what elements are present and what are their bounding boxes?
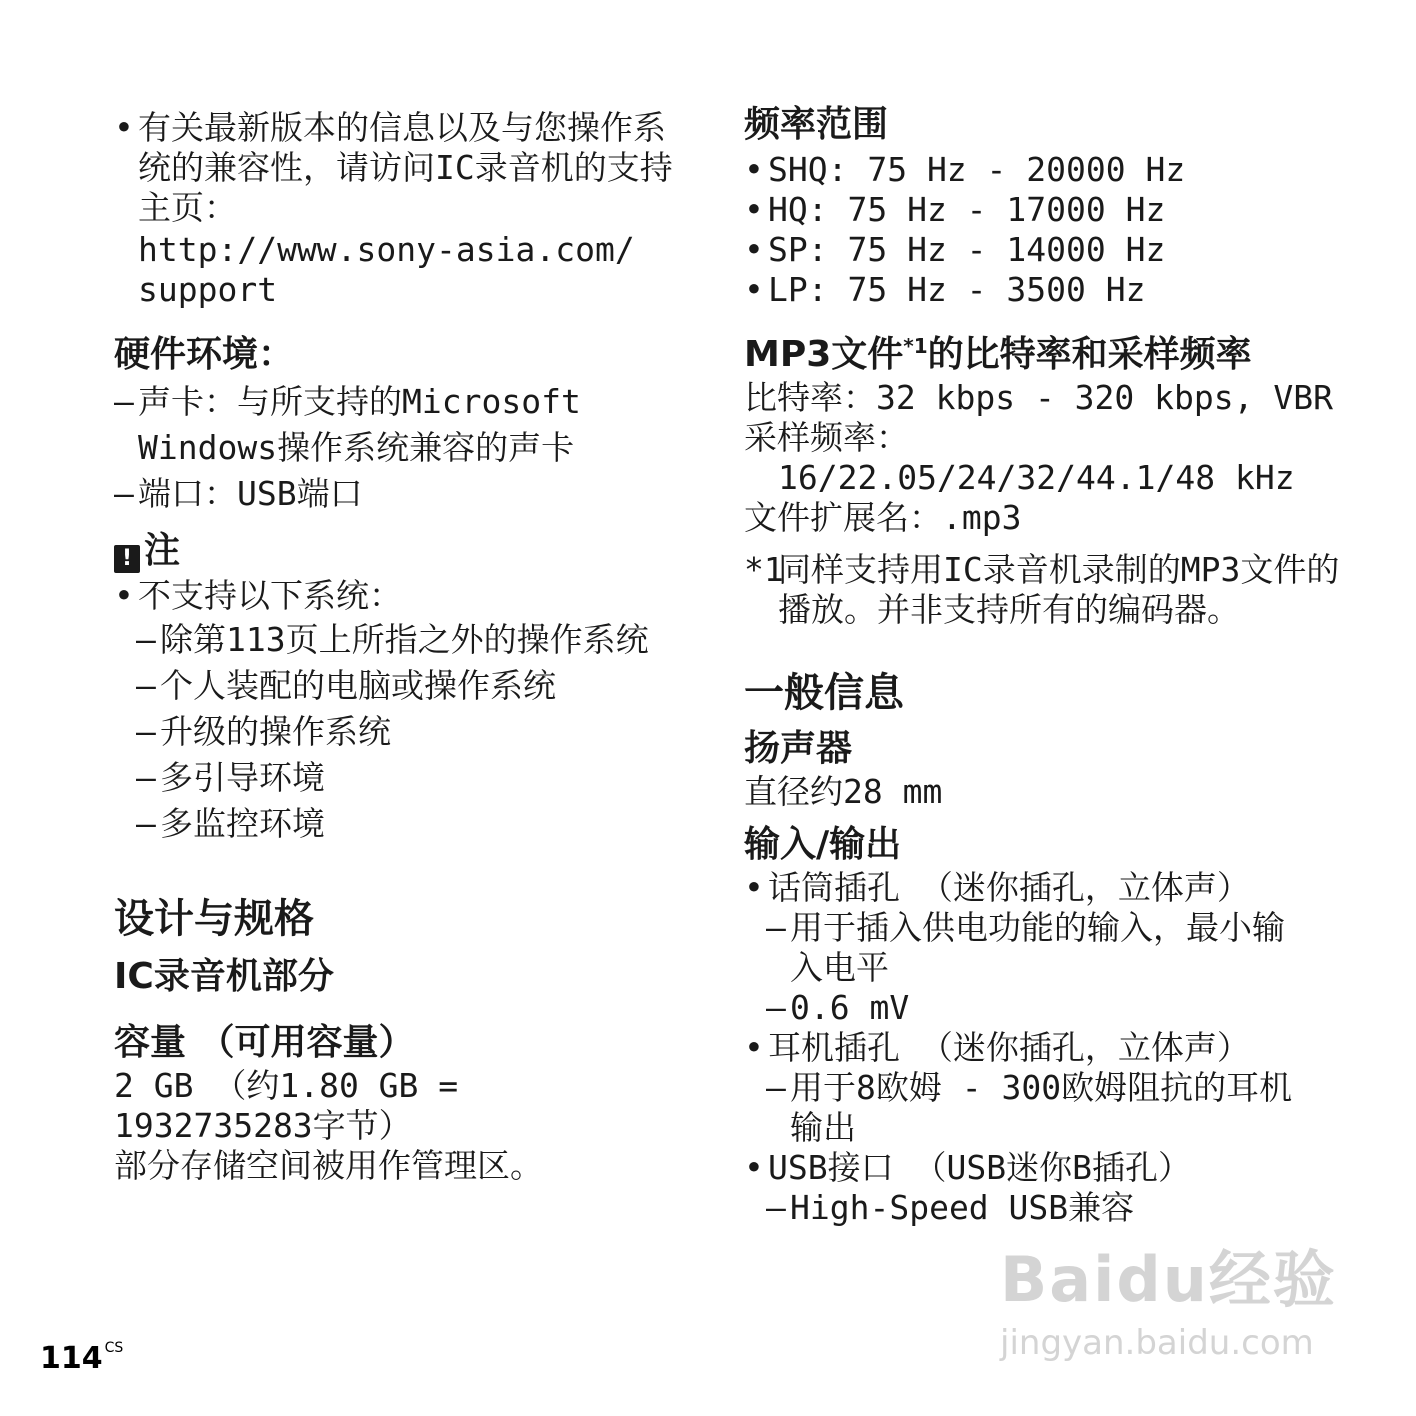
- ic-recorder-heading: IC录音机部分: [114, 956, 334, 997]
- note-bullet: • 不支持以下系统：: [114, 576, 674, 616]
- capacity-note: 部分存储空间被用作管理区。: [114, 1146, 543, 1185]
- design-heading: 设计与规格: [114, 896, 314, 942]
- mp3-footnote: [744, 550, 1344, 630]
- file-extension: 文件扩展名：.mp3: [744, 498, 1022, 537]
- note-item: – 多监控环境: [136, 804, 674, 844]
- baidu-watermark: [1000, 1230, 1350, 1390]
- footnote-mark: *1: [744, 550, 784, 589]
- usb-bullet: • USB接口 （USB迷你B插孔）: [744, 1148, 1344, 1188]
- watermark-brand: Baidu经验: [1000, 1243, 1337, 1316]
- frequency-item: • HQ: 75 Hz - 17000 Hz: [744, 190, 1344, 230]
- capacity-value: 2 GB （约1.80 GB = 1932735283字节）: [114, 1066, 459, 1145]
- note-heading: 注: [144, 530, 181, 571]
- capacity-heading: 容量 （可用容量）: [114, 1022, 415, 1063]
- bitrate: 比特率：32 kbps - 320 kbps, VBR: [744, 378, 1333, 417]
- right-column: [744, 102, 1344, 1228]
- speaker-heading: 扬声器: [744, 728, 853, 769]
- note-item: – 个人装配的电脑或操作系统: [136, 666, 674, 706]
- usb-detail: – High-Speed USB兼容: [766, 1188, 1344, 1228]
- mp3-heading: [744, 332, 1344, 378]
- note-item: – 升级的操作系统: [136, 712, 674, 752]
- speaker-value: 直径约28 mm: [744, 772, 943, 811]
- frequency-heading: 频率范围: [744, 104, 889, 145]
- hardware-item-port: – 端口：USB端口: [114, 474, 674, 514]
- page-number-value: 114: [40, 1341, 103, 1376]
- hardware-heading: 硬件环境：: [114, 334, 295, 375]
- support-url-line1: http://www.sony-asia.com/: [138, 230, 635, 269]
- sampling-label: 采样频率：: [744, 418, 909, 457]
- page-number: [40, 1340, 123, 1376]
- footnote-text: 同样支持用IC录音机录制的MP3文件的播放。并非支持所有的编码器。: [778, 550, 1340, 629]
- general-info-heading: 一般信息: [744, 670, 904, 716]
- headphone-jack-detail: – 用于8欧姆 - 300欧姆阻抗的耳机输出: [766, 1068, 1312, 1148]
- mp3-heading-text: MP3文件: [744, 334, 904, 375]
- mic-jack-level: – 0.6 mV: [766, 988, 1344, 1028]
- mp3-heading-rest: 的比特率和采样频率: [927, 334, 1252, 375]
- mic-jack-detail: – 用于插入供电功能的输入，最小输入电平: [766, 908, 1312, 988]
- mp3-footnote-ref: *1: [903, 334, 928, 358]
- note-heading-row: [114, 528, 674, 574]
- sampling-value: 16/22.05/24/32/44.1/48 kHz: [778, 458, 1295, 497]
- mic-jack-bullet: • 话筒插孔 （迷你插孔，立体声）: [744, 868, 1344, 908]
- hardware-item-sound-card: – 声卡：与所支持的Microsoft: [114, 382, 674, 422]
- frequency-item: • LP: 75 Hz - 3500 Hz: [744, 270, 1344, 310]
- note-item: – 除第113页上所指之外的操作系统: [136, 620, 674, 660]
- page-language-code: CS: [104, 1340, 124, 1356]
- io-heading: 输入/输出: [744, 824, 902, 865]
- frequency-item: • SP: 75 Hz - 14000 Hz: [744, 230, 1344, 270]
- watermark-url: jingyan.baidu.com: [1000, 1323, 1314, 1363]
- headphone-jack-bullet: • 耳机插孔 （迷你插孔，立体声）: [744, 1028, 1344, 1068]
- note-icon: !: [114, 545, 140, 573]
- note-item: – 多引导环境: [136, 758, 674, 798]
- frequency-item: • SHQ: 75 Hz - 20000 Hz: [744, 150, 1344, 190]
- support-url-line2: support: [138, 270, 278, 309]
- intro-bullet: • 有关最新版本的信息以及与您操作系统的兼容性，请访问IC录音机的支持主页：: [114, 108, 674, 228]
- hardware-item-sound-card-cont: Windows操作系统兼容的声卡: [138, 428, 575, 467]
- left-column: [114, 102, 674, 1186]
